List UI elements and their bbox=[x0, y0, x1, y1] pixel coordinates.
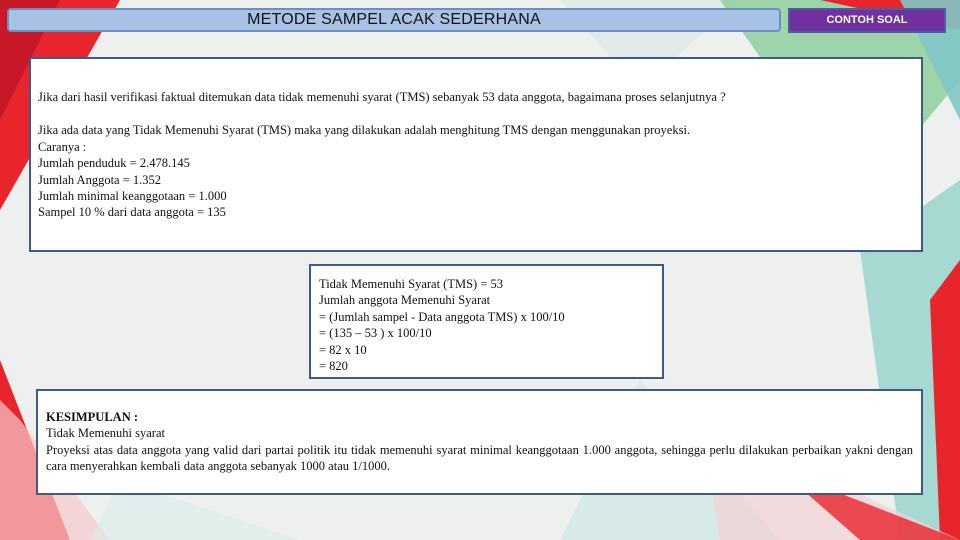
sample-line: Sampel 10 % dari data anggota = 135 bbox=[38, 205, 226, 220]
answer-intro: Jika ada data yang Tidak Memenuhi Syarat (TMS) maka yang dilakukan adalah menghitung TMS dengan menggunakan proyeksi. bbox=[38, 123, 691, 138]
calc-line: = (Jumlah sampel - Data anggota TMS) x 100/10 bbox=[319, 309, 565, 324]
method-label: Caranya : bbox=[38, 139, 87, 154]
conclusion-heading: KESIMPULAN : bbox=[46, 410, 139, 424]
calc-line: Jumlah anggota Memenuhi Syarat bbox=[319, 293, 491, 308]
calc-line: Tidak Memenuhi Syarat (TMS) = 53 bbox=[319, 277, 504, 291]
calc-line: = 82 x 10 bbox=[319, 342, 367, 357]
conclusion-box bbox=[36, 389, 923, 495]
members-line: Jumlah Anggota = 1.352 bbox=[38, 172, 162, 187]
calculation-box bbox=[309, 264, 664, 379]
calc-line: = (135 – 53 ) x 100/10 bbox=[319, 326, 432, 341]
minimum-members-line: Jumlah minimal keanggotaan = 1.000 bbox=[38, 189, 227, 204]
conclusion-text: Proyeksi atas data anggota yang valid dari partai politik itu tidak memenuhi syarat minimal keanggotaan 1.000 anggota, sehingga perlu dilakukan perbaikan yakni dengan cara menyerahkan kembali data anggota sebanyak 1000 atau 1/1000. bbox=[46, 442, 913, 474]
question-box bbox=[29, 57, 923, 252]
population-line: Jumlah penduduk = 2.478.145 bbox=[38, 156, 190, 171]
calc-line: = 820 bbox=[319, 359, 348, 374]
conclusion-subheading: Tidak Memenuhi syarat bbox=[46, 426, 165, 441]
example-badge: CONTOH SOAL bbox=[788, 8, 946, 33]
question-text: Jika dari hasil verifikasi faktual ditemukan data tidak memenuhi syarat (TMS) sebanyak 53 data anggota, bagaimana proses selanjutnya ? bbox=[38, 90, 726, 104]
slide-title: METODE SAMPEL ACAK SEDERHANA bbox=[7, 8, 781, 32]
